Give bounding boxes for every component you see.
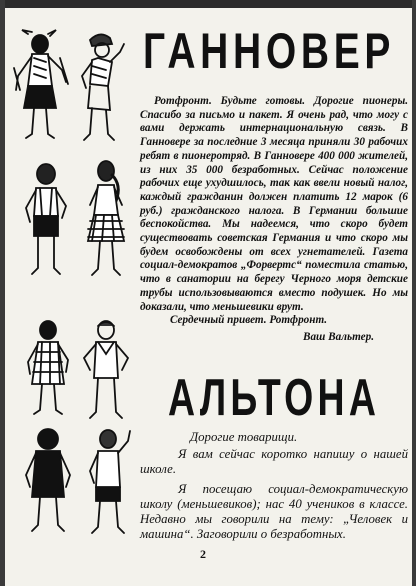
letter-hannover: [140, 95, 408, 345]
girl-with-flag-drawing: [10, 28, 72, 143]
boy-in-sailor-shirt-drawing: [80, 318, 132, 422]
letter-hannover-signature: Ваш Вальтер.: [303, 330, 374, 343]
boy-in-suspenders-drawing: [20, 160, 72, 280]
page-right-border: [412, 0, 416, 586]
letter-altona-paragraph-1: Я вам сейчас коротко напишу о нашей школе.: [140, 447, 408, 477]
girl-in-dark-coat-drawing: [22, 425, 74, 537]
girl-with-braid-drawing: [82, 155, 130, 280]
letter-hannover-greeting: Сердечный привет. Ротфронт.: [170, 314, 328, 327]
boy-waving-drawing: [84, 425, 134, 537]
letter-altona-salutation: Дорогие товарищи.: [190, 430, 298, 444]
page-left-border: [0, 0, 5, 586]
letter-hannover-body: Ротфронт. Будьте готовы. Дорогие пионеры. Спасибо за письмо и пакет. Я очень рад, что могу с вами держать интернациональную связь. В Ганновере за последние 3 месяца приняли 30 рабочих ребят в пионеротряд. В Ганновере 400 000 жителей, из них 35 000 безработных. Сейчас положение рабочих еще ухудшилось, так как ввели новый налог, каждый гражданин должен платить 12 марок (6 руб.) гражданского налога. В Германии большие беспокойства. Мы надеемся, что скоро будет существовать советская Германия и что скоро мы будем освобождены от всех угнетателей. Газета социал-демократов „Форвертс“ поместила статью, что в санатории на берегу Черного моря детские трубы использовываются вместо подушек. Но мы доказали, что меньшевики врут.: [140, 95, 408, 313]
heading-hannover: ГАННОВЕР: [143, 23, 396, 79]
page-top-border: [0, 0, 416, 8]
letter-altona: [140, 430, 408, 546]
girl-in-plaid-dress-drawing: [22, 318, 74, 418]
page-number: 2: [200, 547, 206, 561]
heading-altona: АЛЬТОНА: [168, 369, 381, 427]
letter-altona-paragraph-2: Я посещаю социал-демократическую школу (меньшевиков); нас 40 учеников в классе. Недавно мы говорили на тему: „Человек и машина“. Заговорили о безработных.: [140, 481, 408, 542]
boy-pointing-drawing: [78, 30, 126, 145]
